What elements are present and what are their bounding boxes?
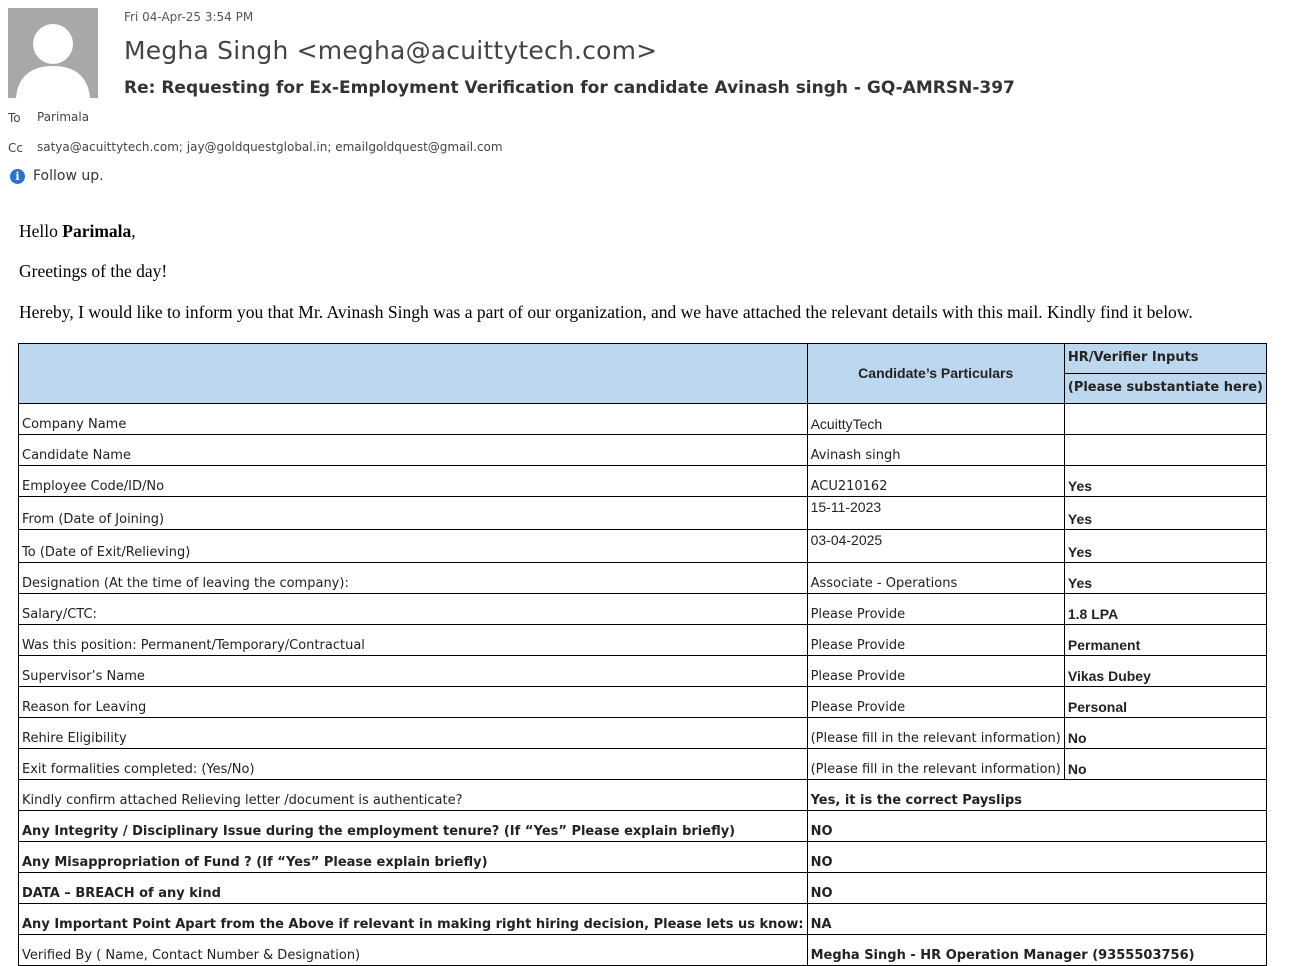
row-particular: Please Provide <box>807 594 1064 625</box>
row-label: Any Integrity / Disciplinary Issue during the employment tenure? (If “Yes” Please explain briefly) <box>19 811 808 842</box>
row-hr-input: Vikas Dubey <box>1064 656 1266 687</box>
row-particular: ACU210162 <box>807 466 1064 497</box>
table-row <box>19 749 1267 780</box>
row-answer: NO <box>807 811 1266 842</box>
table-row <box>19 656 1267 687</box>
cc-label: Cc <box>8 141 23 155</box>
row-particular: (Please fill in the relevant information) <box>807 749 1064 780</box>
row-particular: Please Provide <box>807 625 1064 656</box>
row-label: Kindly confirm attached Relieving letter /document is authenticate? <box>19 780 808 811</box>
to-recipient[interactable]: Parimala <box>37 110 90 124</box>
person-icon <box>8 8 98 98</box>
table-row <box>19 466 1267 497</box>
row-particular: 03-04-2025 <box>807 530 1064 563</box>
row-answer: NO <box>807 873 1266 904</box>
row-label: Supervisor’s Name <box>19 656 808 687</box>
table-row <box>19 935 1267 966</box>
info-icon: i <box>10 169 25 184</box>
row-hr-input: 1.8 LPA <box>1064 594 1266 625</box>
row-label: DATA – BREACH of any kind <box>19 873 808 904</box>
row-label: Designation (At the time of leaving the company): <box>19 563 808 594</box>
row-particular: Associate - Operations <box>807 563 1064 594</box>
message-subject: Re: Requesting for Ex-Employment Verification for candidate Avinash singh - GQ-AMRSN-397 <box>124 78 1015 98</box>
row-label: Candidate Name <box>19 435 808 466</box>
row-answer: Yes, it is the correct Payslips <box>807 780 1266 811</box>
table-row <box>19 687 1267 718</box>
table-row <box>19 435 1267 466</box>
row-label: Any Misappropriation of Fund ? (If “Yes” Please explain briefly) <box>19 842 808 873</box>
table-row <box>19 811 1267 842</box>
header-blank-cell <box>19 344 808 404</box>
table-row <box>19 904 1267 935</box>
greeting-suffix: , <box>131 221 136 241</box>
row-hr-input: Yes <box>1064 530 1266 563</box>
row-particular: Please Provide <box>807 656 1064 687</box>
table-row <box>19 718 1267 749</box>
header-substantiate: (Please substantiate here) <box>1064 374 1266 404</box>
table-row <box>19 497 1267 530</box>
row-particular: Please Provide <box>807 687 1064 718</box>
row-hr-input: Yes <box>1064 497 1266 530</box>
table-row <box>19 594 1267 625</box>
cc-recipients[interactable]: satya@acuittytech.com; jay@goldquestglobal.in; emailgoldquest@gmail.com <box>37 140 503 154</box>
row-particular: AcuittyTech <box>807 404 1064 435</box>
row-particular: (Please fill in the relevant information) <box>807 718 1064 749</box>
row-hr-input: Yes <box>1064 563 1266 594</box>
verification-table <box>18 343 1267 966</box>
table-row <box>19 873 1267 904</box>
row-label: Employee Code/ID/No <box>19 466 808 497</box>
row-label: To (Date of Exit/Relieving) <box>19 530 808 563</box>
row-answer: NO <box>807 842 1266 873</box>
sender-name[interactable]: Megha Singh <megha@acuittytech.com> <box>124 36 658 65</box>
table-row <box>19 404 1267 435</box>
row-answer: NA <box>807 904 1266 935</box>
header-candidate-particulars: Candidate’s Particulars <box>807 344 1064 404</box>
row-particular: Avinash singh <box>807 435 1064 466</box>
row-hr-input: No <box>1064 749 1266 780</box>
to-label: To <box>8 111 21 125</box>
row-hr-input <box>1064 435 1266 466</box>
row-hr-input: No <box>1064 718 1266 749</box>
table-row <box>19 780 1267 811</box>
row-answer: Megha Singh - HR Operation Manager (9355503756) <box>807 935 1266 966</box>
row-label: Reason for Leaving <box>19 687 808 718</box>
header-hr-inputs: HR/Verifier Inputs <box>1064 344 1266 374</box>
row-label: From (Date of Joining) <box>19 497 808 530</box>
row-hr-input: Personal <box>1064 687 1266 718</box>
intro-paragraph: Hereby, I would like to inform you that Mr. Avinash Singh was a part of our organization, and we have attached the relevant details with this mail. Kindly find it below. <box>19 302 1193 322</box>
table-header-row <box>19 344 1267 374</box>
message-date: Fri 04-Apr-25 3:54 PM <box>124 10 254 24</box>
row-label: Rehire Eligibility <box>19 718 808 749</box>
row-hr-input <box>1064 404 1266 435</box>
greeting-prefix: Hello <box>19 221 63 241</box>
table-row <box>19 530 1267 563</box>
table-row <box>19 625 1267 656</box>
row-label: Any Important Point Apart from the Above if relevant in making right hiring decision, Please lets us know: <box>19 904 808 935</box>
row-hr-input: Permanent <box>1064 625 1266 656</box>
greeting-name: Parimala <box>62 221 132 241</box>
table-row <box>19 563 1267 594</box>
row-label: Salary/CTC: <box>19 594 808 625</box>
row-hr-input: Yes <box>1064 466 1266 497</box>
row-label: Exit formalities completed: (Yes/No) <box>19 749 808 780</box>
row-label: Was this position: Permanent/Temporary/Contractual <box>19 625 808 656</box>
greeting-line <box>19 221 136 242</box>
row-particular: 15-11-2023 <box>807 497 1064 530</box>
row-label: Verified By ( Name, Contact Number & Designation) <box>19 935 808 966</box>
info-bar[interactable] <box>10 168 104 184</box>
row-label: Company Name <box>19 404 808 435</box>
follow-up-text: Follow up. <box>33 168 104 184</box>
table-row <box>19 842 1267 873</box>
sender-avatar <box>8 8 98 98</box>
greetings-line: Greetings of the day! <box>19 261 168 281</box>
